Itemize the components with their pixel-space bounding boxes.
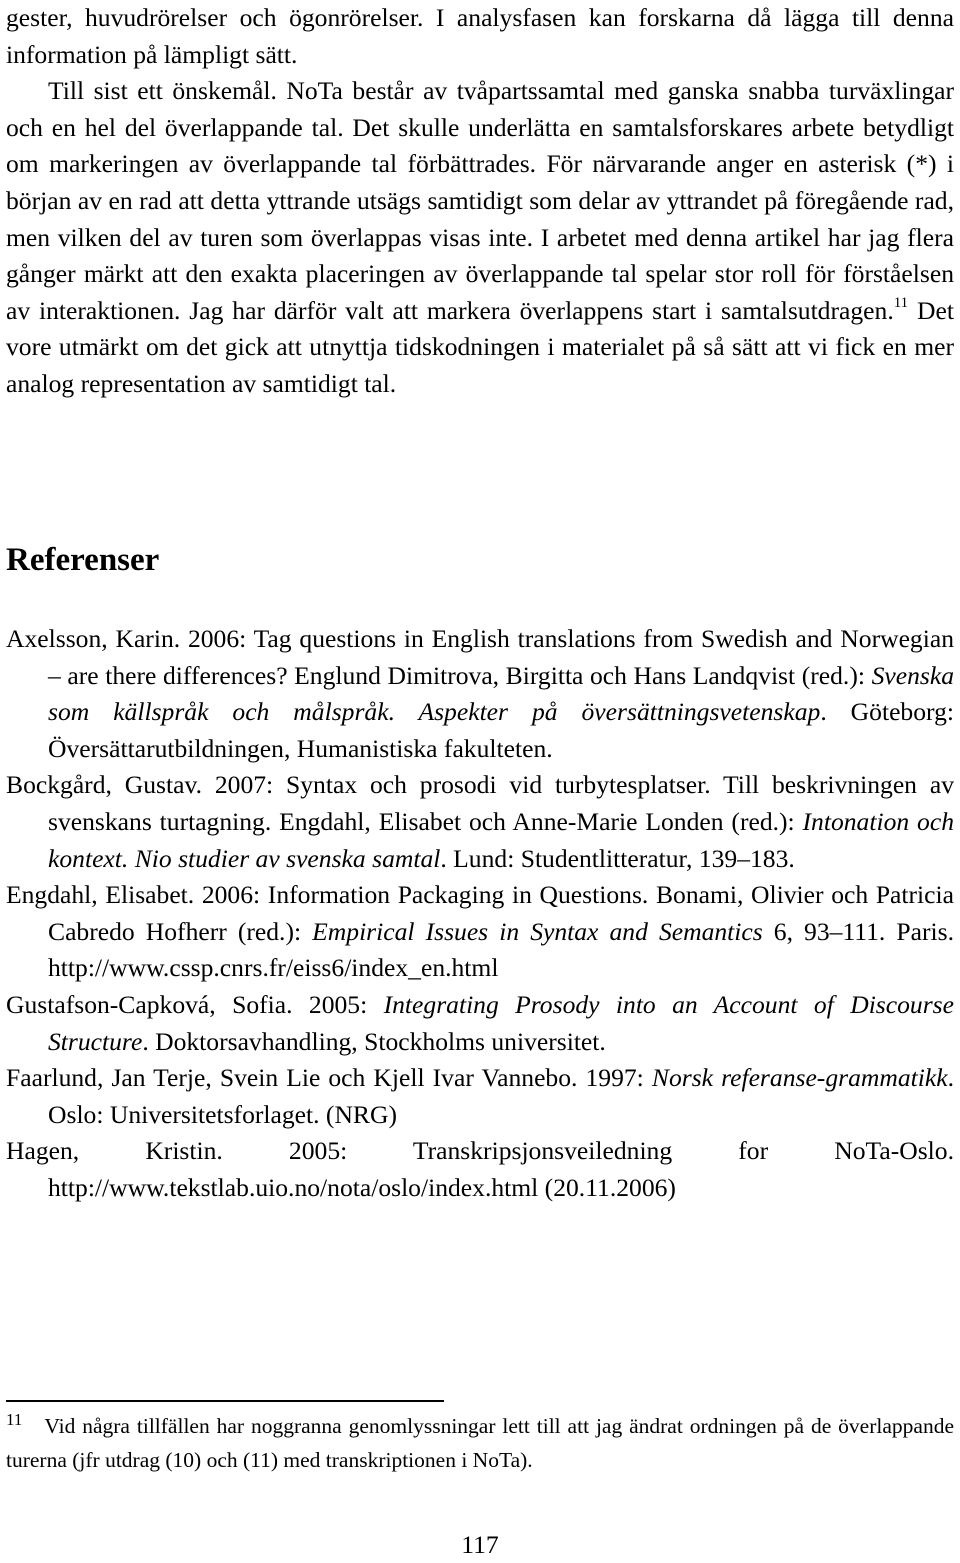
reference-entry [6,621,954,767]
reference-title: Integrating Prosody into an Account of Discourse Structure [48,989,954,1056]
reference-title: Norsk referanse-grammatikk [651,1063,948,1093]
footnote-divider [6,1400,444,1402]
reference-text-tail: . Göteborg: Översättarutbildningen, Humanistiska fakulteten. [48,697,954,763]
footnote-text: Vid några tillfällen har noggranna genomlyssningar lett till att jag ändrat ordningen på de överlappande turerna (jfr utdrag (10) och (11) med transkriptionen i NoTa). [6,1414,954,1472]
reference-entry [6,877,954,987]
reference-text-tail: . Oslo: Universitetsforlaget. (NRG) [48,1063,954,1129]
footnote [6,1410,954,1476]
reference-entry [6,1133,954,1206]
reference-text: Gustafson-Capková, Sofia. 2005: [6,989,384,1019]
reference-text-tail: . Lund: Studentlitteratur, 139–183. [440,843,795,873]
footnote-reference[interactable]: 11 [893,295,909,312]
reference-text-tail: 6, 93–111. Paris. http://www.cssp.cnrs.fr/eiss6/index_en.html [48,916,954,983]
reference-text: Engdahl, Elisabet. 2006: Information Packaging in Questions. Bonami, Olivier och Patricia Cabredo Hofherr (red.): [6,880,954,946]
page-number: 117 [461,1530,499,1559]
footnote-number: 11 [6,1410,23,1429]
reference-text-tail: . Doktorsavhandling, Stockholms universitet. [142,1026,606,1056]
reference-text: Faarlund, Jan Terje, Svein Lie och Kjell Ivar Vannebo. 1997: [6,1063,652,1093]
reference-title: Intonation och kontext. Nio studier av svenska samtal [48,806,954,873]
references-list [6,621,954,1207]
reference-entry [6,987,954,1060]
reference-text: Bockgård, Gustav. 2007: Syntax och prosodi vid turbytesplatser. Till beskrivningen av svenskans turtagning. Engdahl, Elisabet och Anne-Marie Londen (red.): [6,770,954,836]
body-text-part3: Det vore utmärkt om det gick att utnyttja tidskodningen i materialet på så sätt att vi fick en mer analog representation av samtidigt tal. [6,295,954,398]
reference-title: Svenska som källspråk och målspråk. Aspekter på översättningsvetenskap [48,660,954,727]
reference-entry [6,767,954,877]
reference-title: Empirical Issues in Syntax and Semantics [312,916,763,946]
references-heading: Referenser [6,542,160,578]
body-text-part2: Till sist ett önskemål. NoTa består av tvåpartssamtal med ganska snabba turväxlingar och en hel del överlappande tal. Det skulle underlätta en samtalsforskares arbete betydligt om markeringen av överlappande tal förbättrades. För närvarande anger en asterisk (*) i början av en rad att detta yttrande utsägs samtidigt som delar av yttrandet på föregående rad, men vilken del av turen som överlappas visas inte. I arbetet med denna artikel har jag flera gånger märkt att den exakta placeringen av överlappande tal spelar stor roll för förståelsen av interaktionen. Jag har därför valt att markera överlappens start i samtalsutdragen. [6,76,954,325]
body-paragraph-1 [6,0,954,403]
reference-text: Hagen, Kristin. 2005: Transkripsjonsveiledning for NoTa-Oslo. http://www.tekstlab.uio.no/nota/oslo/index.html (20.11.2006) [6,1136,954,1202]
reference-entry [6,1060,954,1133]
reference-text: Axelsson, Karin. 2006: Tag questions in English translations from Swedish and Norwegian – are there differences? Englund Dimitrova, Birgitta och Hans Landqvist (red.): [6,624,954,690]
body-text-part1: gester, huvudrörelser och ögonrörelser. I analysfasen kan forskarna då lägga till denna information på lämpligt sätt. [6,3,954,69]
